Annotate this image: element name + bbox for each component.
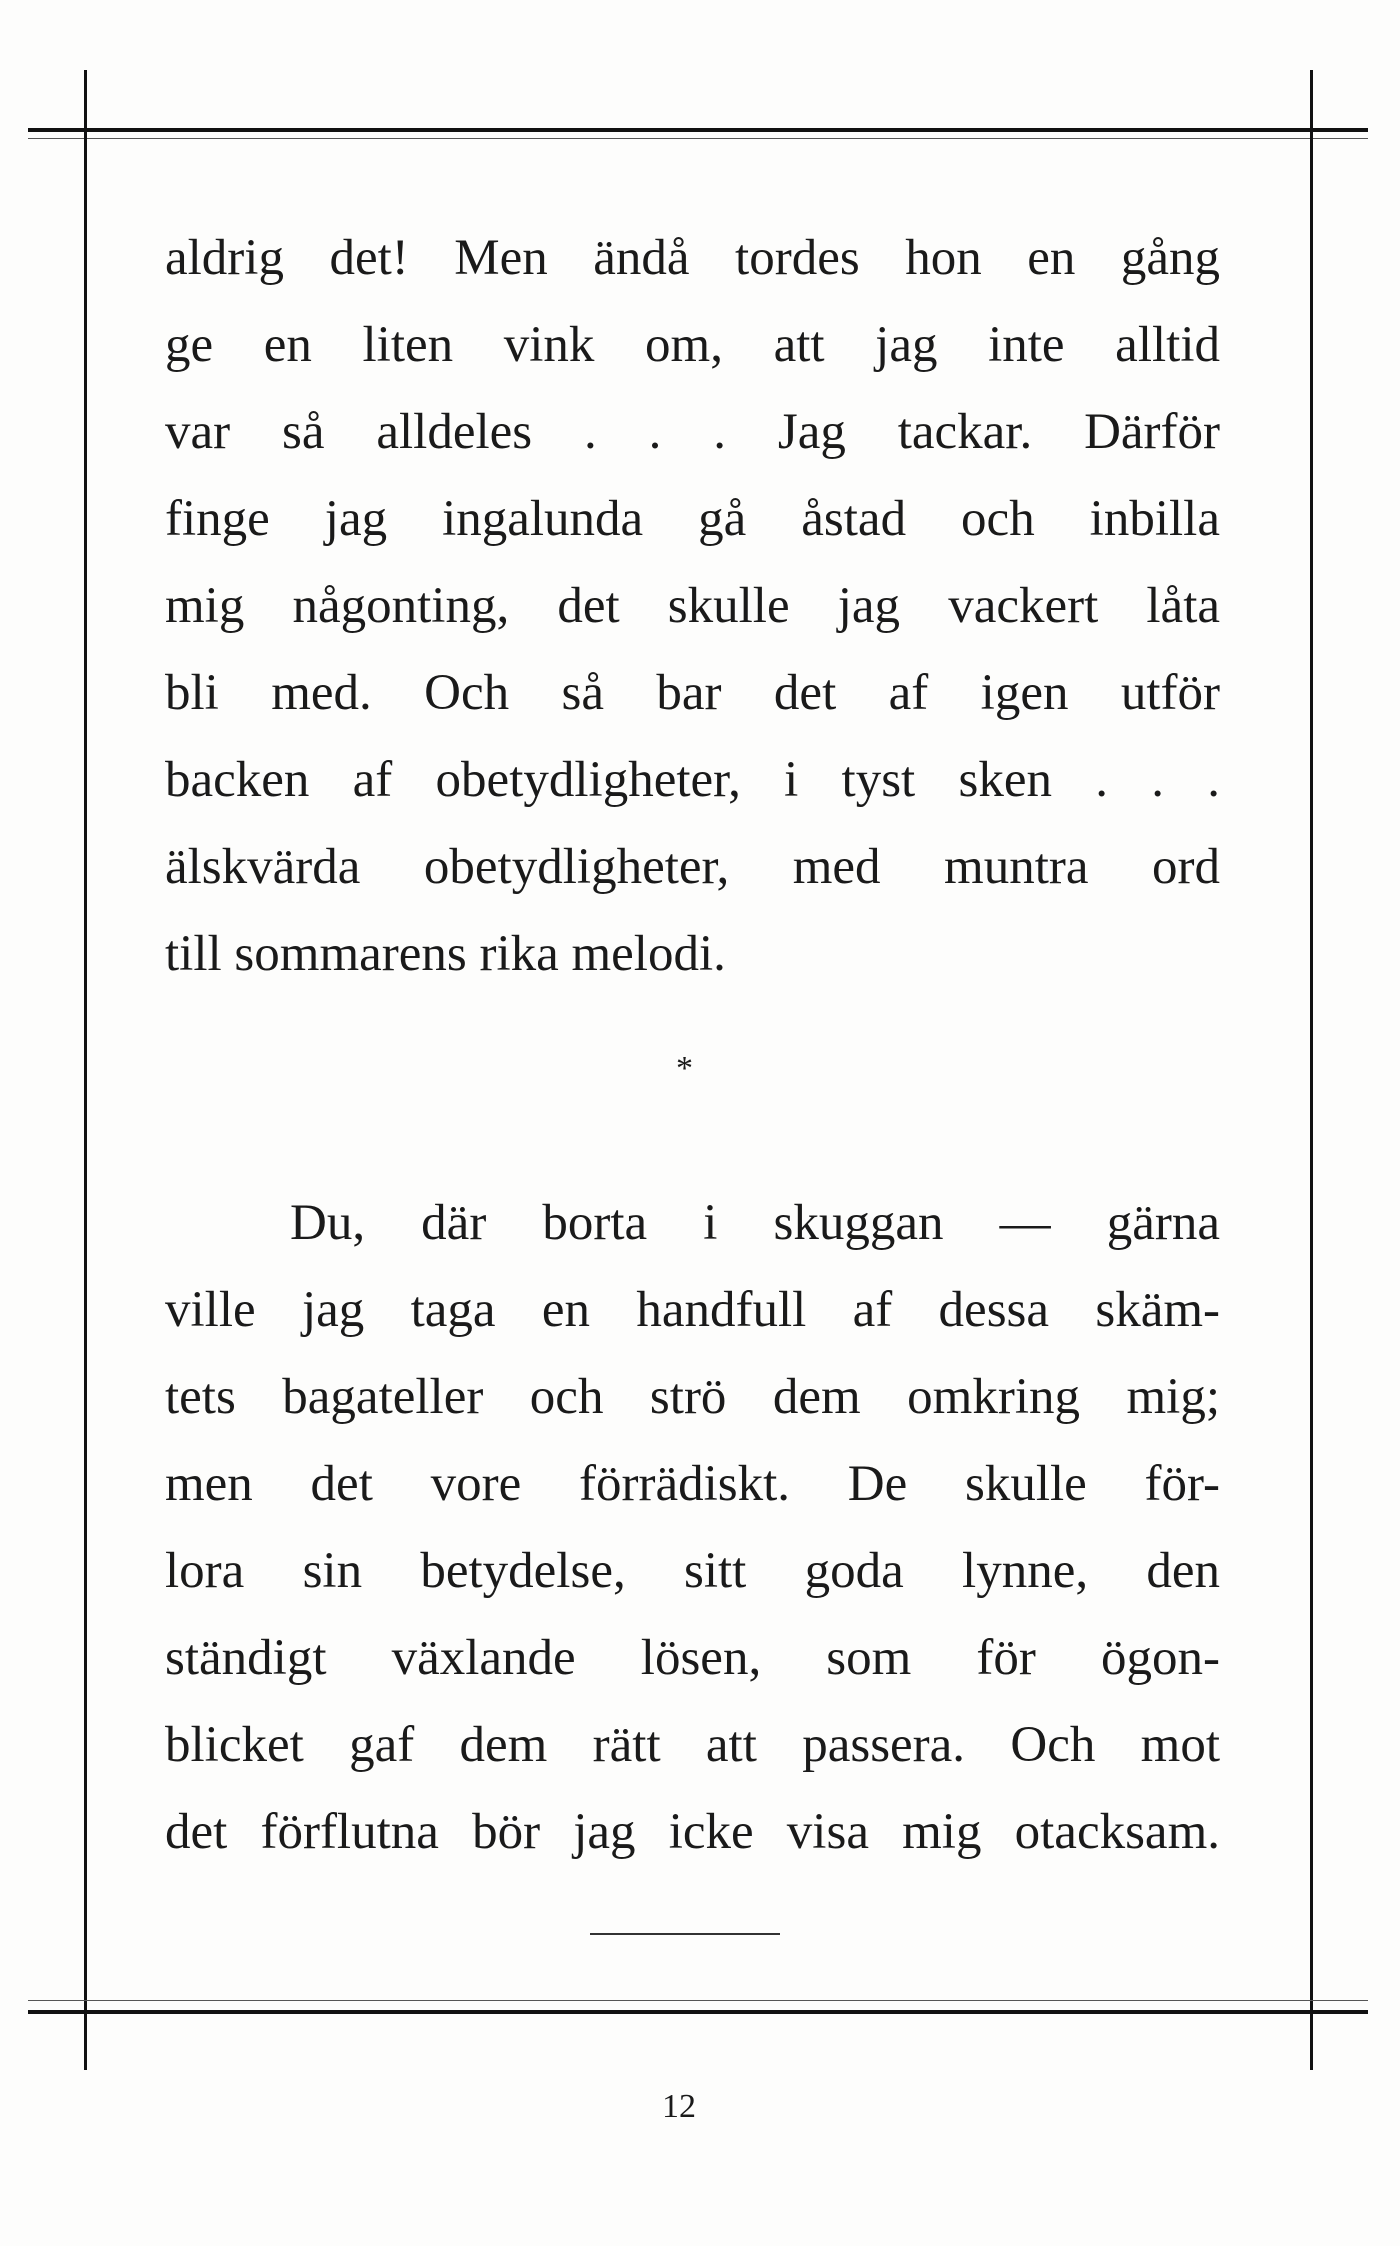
section-separator: * <box>676 1050 693 1087</box>
text-line: lora sin betydelse, sitt goda lynne, den <box>165 1543 1220 1599</box>
text-line: blicket gaf dem rätt att passera. Och mot <box>165 1717 1220 1773</box>
paragraph-2 <box>165 1180 1220 1876</box>
text-line: till sommarens rika melodi. <box>165 926 726 982</box>
bottom-rule-thin <box>28 2000 1368 2001</box>
left-rule <box>84 70 87 2070</box>
page-number: 12 <box>662 2088 696 2125</box>
text-line: finge jag ingalunda gå åstad och inbilla <box>165 491 1220 547</box>
right-rule <box>1310 70 1313 2070</box>
text-line: tets bagateller och strö dem omkring mig; <box>165 1369 1220 1425</box>
text-line: ville jag taga en handfull af dessa skäm- <box>165 1282 1220 1338</box>
text-line: ge en liten vink om, att jag inte alltid <box>165 317 1220 373</box>
top-rule <box>28 128 1368 132</box>
paragraph-1 <box>165 215 1220 998</box>
text-line: aldrig det! Men ändå tordes hon en gång <box>165 230 1220 286</box>
text-line: älskvärda obetydligheter, med muntra ord <box>165 839 1220 895</box>
text-line: Du, där borta i skuggan — gärna <box>290 1195 1220 1251</box>
text-line: ständigt växlande lösen, som för ögon- <box>165 1630 1220 1686</box>
text-line: var så alldeles . . . Jag tackar. Därför <box>165 404 1220 460</box>
text-line: mig någonting, det skulle jag vackert låta <box>165 578 1220 634</box>
text-line: backen af obetydligheter, i tyst sken . . . <box>165 752 1220 808</box>
top-rule-thin <box>28 138 1368 139</box>
text-line: men det vore förrädiskt. De skulle för- <box>165 1456 1220 1512</box>
end-rule <box>590 1933 780 1935</box>
text-line: det förflutna bör jag icke visa mig otacksam. <box>165 1804 1220 1860</box>
bottom-rule <box>28 2010 1368 2014</box>
text-line: bli med. Och så bar det af igen utför <box>165 665 1220 721</box>
